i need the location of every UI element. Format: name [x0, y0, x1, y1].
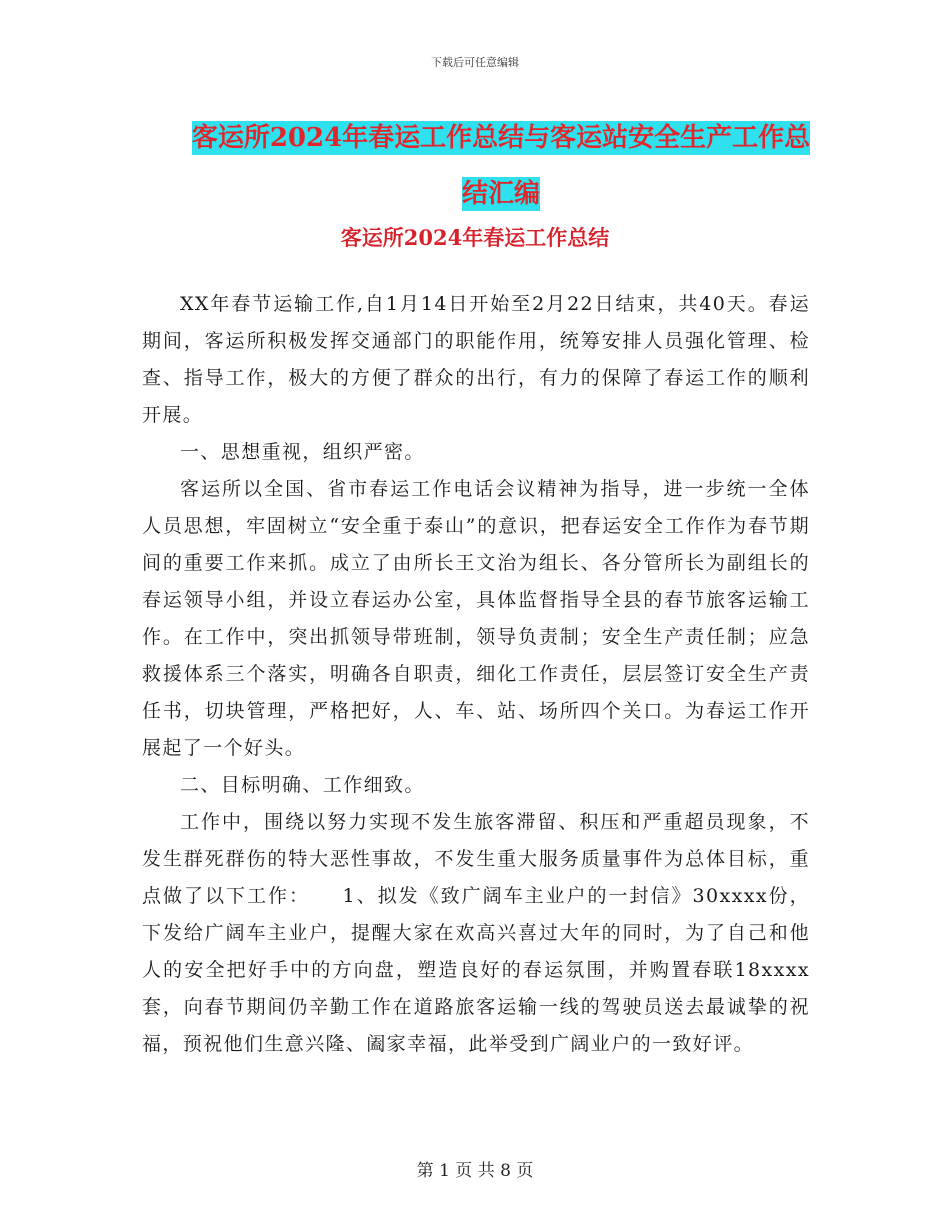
document-body — [142, 286, 810, 1063]
section-title: 客运所2024年春运工作总结 — [340, 225, 610, 250]
paragraph-heading-2: 二、目标明确、工作细致。 — [180, 774, 425, 796]
document-title-text: 客运所2024年春运工作总结与客运站安全生产工作总结汇编 — [191, 123, 811, 209]
paragraph-intro: XX年春节运输工作,自1月14日开始至2月22日结束，共40天。春运期间，客运所积极发挥交通部门的职能作用，统筹安排人员强化管理、检查、指导工作，极大的方便了群众的出行，有力的保障了春运工作的顺利开展。 — [142, 293, 810, 426]
paragraph-heading-1: 一、思想重视，组织严密。 — [180, 441, 425, 463]
paragraph-goals: 工作中，围绕以努力实现不发生旅客滞留、积压和严重超员现象，不发生群死群伤的特大恶性事故，不发生重大服务质量事件为总体目标，重点做了以下工作： 1、拟发《致广阔车主业户的一封信》30xxxx份，下发给广阔车主业户，提醒大家在欢高兴喜过大年的同时，为了自己和他人的安全把好手中的方向盘，塑造良好的春运氛围，并购置春联18xxxx套，向春节期间仍辛勤工作在道路旅客运输一线的驾驶员送去最诚挚的祝福，预祝他们生意兴隆、阖家幸福，此举受到广阔业户的一致好评。 — [142, 811, 810, 1055]
document-title — [186, 110, 816, 222]
header-note: 下载后可任意编辑 — [431, 56, 519, 69]
page-number: 第 1 页 共 8 页 — [416, 1161, 534, 1181]
paragraph-organization: 客运所以全国、省市春运工作电话会议精神为指导，进一步统一全体人员思想，牢固树立“安全重于泰山”的意识，把春运安全工作作为春节期间的重要工作来抓。成立了由所长王文治为组长、各分管所长为副组长的春运领导小组，并设立春运办公室，具体监督指导全县的春节旅客运输工作。在工作中，突出抓领导带班制，领导负责制；安全生产责任制；应急救援体系三个落实，明确各自职责，细化工作责任，层层签订安全生产责任书，切块管理，严格把好，人、车、站、场所四个关口。为春运工作开展起了一个好头。 — [142, 478, 810, 759]
